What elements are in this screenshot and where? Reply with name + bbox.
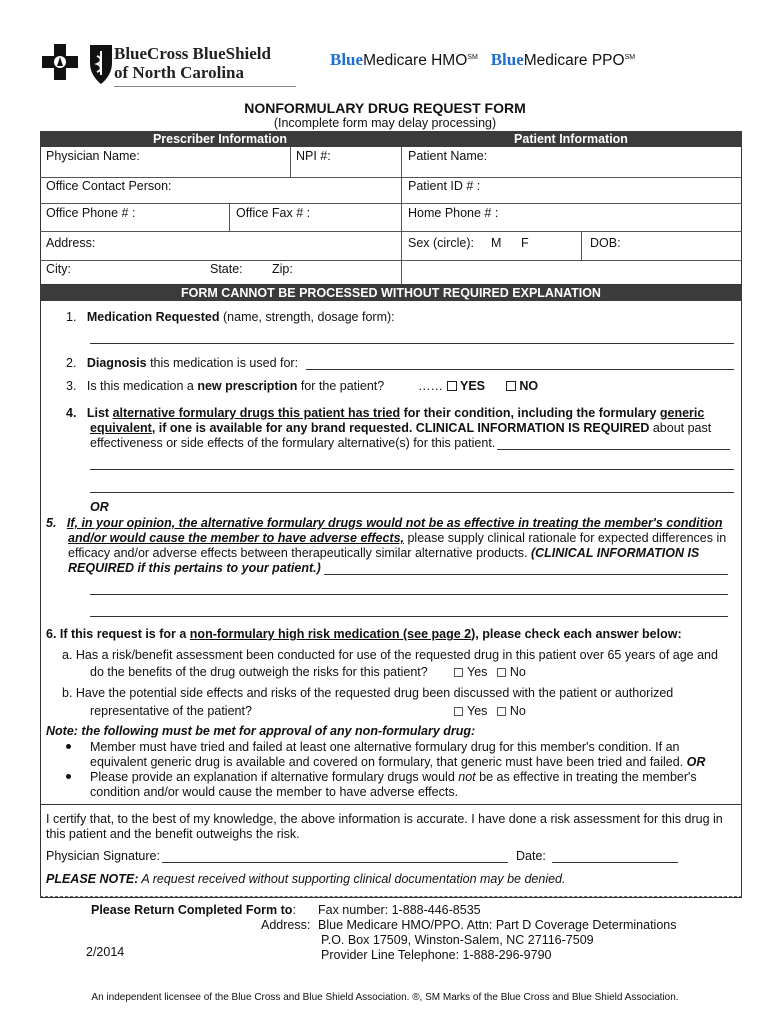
sex-m-option[interactable]: M [491, 236, 502, 250]
plan-names: BlueMedicare HMO℠ BlueMedicare PPO℠ [330, 50, 636, 69]
sex-f-option[interactable]: F [521, 236, 529, 250]
alternatives-input-line[interactable] [497, 449, 730, 450]
npi-field[interactable]: NPI #: [296, 149, 331, 163]
row-divider [40, 231, 742, 232]
row-divider [40, 177, 742, 178]
row-divider [40, 260, 742, 261]
return-label: Please Return Completed Form to: [91, 903, 296, 917]
state-field[interactable]: State: [210, 262, 243, 276]
signature-label: Physician Signature: [46, 849, 160, 863]
question-6b: b. Have the potential side effects and risks of the requested drug been discussed with the patient or authorized [62, 686, 674, 700]
section-divider [40, 804, 742, 805]
patient-header: Patient Information [514, 132, 628, 146]
yes-checkbox[interactable] [454, 707, 463, 716]
dob-divider [581, 231, 582, 260]
question-6a: a. Has a risk/benefit assessment been conducted for use of the requested drug in this patient over 65 years of age and [62, 648, 718, 662]
form-title: NONFORMULARY DRUG REQUEST FORM [244, 100, 526, 116]
question-2: 2. Diagnosis this medication is used for: [66, 356, 299, 370]
question-6a-options: Yes No [448, 665, 526, 680]
alternatives-input-line-2[interactable] [90, 469, 734, 470]
provider-phone: Provider Line Telephone: 1-888-296-9790 [321, 948, 552, 962]
form-version: 2/2014 [86, 945, 125, 959]
return-address-1: Blue Medicare HMO/PPO. Attn: Part D Coverage Determinations [318, 918, 677, 932]
bullet-icon [66, 744, 71, 749]
prescriber-header: Prescriber Information [152, 132, 288, 146]
date-label: Date: [516, 849, 546, 863]
yes-checkbox[interactable] [447, 381, 457, 391]
date-input-line[interactable] [552, 862, 678, 863]
rationale-input-line-2[interactable] [90, 594, 728, 595]
office-fax-field[interactable]: Office Fax # : [236, 206, 311, 220]
sex-label: Sex (circle): [408, 236, 474, 250]
question-5: 5. If, in your opinion, the alternative formulary drugs would not be as effective in treating the member's condition [46, 516, 723, 530]
logo-divider [114, 86, 296, 87]
rationale-input-line-3[interactable] [90, 616, 728, 617]
physician-name-field[interactable]: Physician Name: [46, 149, 140, 163]
or-label: OR [90, 500, 109, 514]
note-bullet-1 [66, 740, 71, 755]
office-contact-field[interactable]: Office Contact Person: [46, 179, 172, 193]
return-address-2: P.O. Box 17509, Winston-Salem, NC 27116-7509 [321, 933, 594, 947]
medication-input-line[interactable] [90, 343, 734, 344]
new-prescription-options: …… YES NO [418, 379, 539, 393]
patient-name-field[interactable]: Patient Name: [408, 149, 488, 163]
zip-field[interactable]: Zip: [272, 262, 293, 276]
form-subtitle: (Incomplete form may delay processing) [273, 116, 497, 130]
required-explanation-banner: FORM CANNOT BE PROCESSED WITHOUT REQUIRED EXPLANATION [40, 285, 742, 301]
diagnosis-input-line[interactable] [306, 369, 734, 370]
question-4: 4. List alternative formulary drugs this patient has tried for their condition, including the formulary generic [66, 406, 705, 420]
question-6b-options: Yes No [448, 704, 526, 719]
dob-field[interactable]: DOB: [590, 236, 621, 250]
npi-divider [290, 147, 291, 177]
address-label: Address: [261, 918, 311, 932]
blue-shield-icon [88, 42, 114, 86]
column-divider [401, 147, 402, 285]
approval-note-heading: Note: the following must be met for approval of any non-formulary drug: [46, 724, 476, 738]
certification-text: I certify that, to the best of my knowledge, the above information is accurate. I have done a risk assessment for this drug in [46, 812, 723, 826]
office-phone-field[interactable]: Office Phone # : [46, 206, 136, 220]
home-phone-field[interactable]: Home Phone # : [408, 206, 499, 220]
org-name: BlueCross BlueShield of North Carolina [114, 44, 271, 82]
fax-number: Fax number: 1-888-446-8535 [318, 903, 481, 917]
no-checkbox[interactable] [506, 381, 516, 391]
question-6: 6. If this request is for a non-formulary high risk medication (see page 2), please check each answer below: [46, 627, 682, 641]
fax-divider [229, 203, 230, 231]
address-field[interactable]: Address: [46, 236, 96, 250]
please-note: PLEASE NOTE: A request received without supporting clinical documentation may be denied. [46, 872, 566, 886]
alternatives-input-line-3[interactable] [90, 492, 734, 493]
no-checkbox[interactable] [497, 668, 506, 677]
question-1: 1. Medication Requested (name, strength, dosage form): [66, 310, 395, 324]
dashed-divider [40, 896, 742, 897]
bullet-icon [66, 774, 71, 779]
rationale-input-line[interactable] [324, 574, 728, 575]
city-field[interactable]: City: [46, 262, 71, 276]
no-checkbox[interactable] [497, 707, 506, 716]
row-divider [40, 203, 742, 204]
patient-id-field[interactable]: Patient ID # : [408, 179, 481, 193]
note-bullet-2 [66, 770, 71, 785]
signature-input-line[interactable] [162, 862, 508, 863]
licensee-footer: An independent licensee of the Blue Cross and Blue Shield Association. ®, SM Marks of the Blue Cross and Blue Shield Association. [91, 992, 679, 1003]
info-table [40, 131, 742, 285]
question-3: 3. Is this medication a new prescription for the patient? [66, 379, 385, 393]
yes-checkbox[interactable] [454, 668, 463, 677]
